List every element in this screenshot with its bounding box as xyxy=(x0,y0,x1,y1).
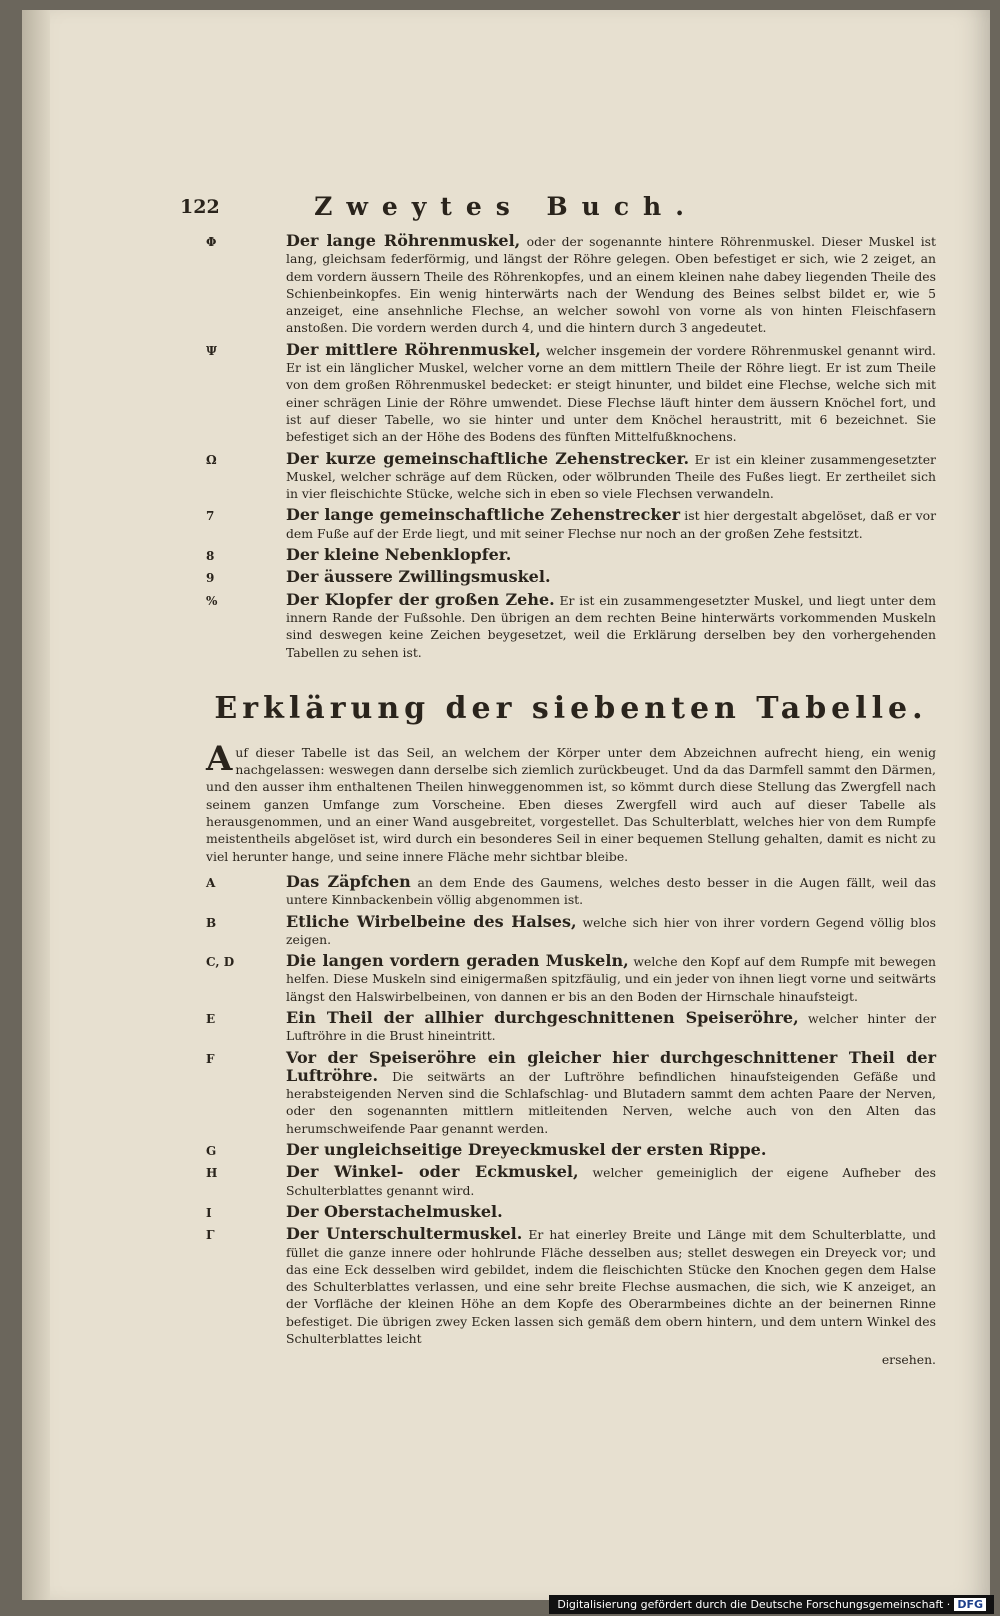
entry-text: Er ist ein zusammengesetzter Muskel, und liegt unter dem innern Rande der Fußsohle. Den übrigen an dem rechten Beine hinterwärts vorkommenden Muskeln sind deswegen keine Zeichen beygesetzet, weil die Erklärung derselben bey den vorhergehenden Tabellen zu sehen ist. xyxy=(286,592,937,660)
entry-term: Der kleine Nebenklopfer. xyxy=(286,545,512,565)
entry-row xyxy=(206,568,936,586)
entry-term: Der lange gemeinschaftliche Zehenstrecker xyxy=(286,505,681,525)
entry-text: welcher hinter der Luftröhre in die Brust hineintritt. xyxy=(286,1010,936,1044)
figure-marker: % xyxy=(206,593,218,608)
figure-marker: G xyxy=(206,1144,217,1159)
figure-marker: H xyxy=(206,1166,218,1181)
entry-term: Der lange Röhrenmuskel, xyxy=(286,231,521,250)
entry-term: Das Zäpfchen xyxy=(286,871,411,891)
entry-row xyxy=(206,450,936,503)
entry-term: Der ungleichseitige Dreyeckmuskel der ersten Rippe. xyxy=(286,1140,767,1160)
entry-text: Die seitwärts an der Luftröhre befindlichen hinaufsteigenden Gefäße und herabsteigenden Nerven sind die Schlafschlag- und Blutadern sammt dem achten Paare der Nerven, oder den sogenannten mittlern mitleitenden Nerven, welche auch von den Alten das herumschweifende Paar genannt werden. xyxy=(286,1068,936,1136)
entry-term: Vor der Speiseröhre ein gleicher hier durchgeschnittener Theil der Luftröhre. xyxy=(286,1047,936,1085)
entry-row xyxy=(206,952,936,1005)
entry-row xyxy=(206,546,936,564)
book-page xyxy=(22,10,990,1600)
entry-text: welche den Kopf auf dem Rumpfe mit bewegen helfen. Diese Muskeln sind einigermaßen spitzfäulig, und ein jeder von ihnen liegt vorne und seitwärts längst den Halswirbelbeinen, von dannen er bis an den Boden der Hirnschale hinaufsteigt. xyxy=(286,954,937,1004)
running-title: Zweytes Buch. xyxy=(314,192,698,221)
page-number: 122 xyxy=(180,196,220,218)
entry-text: welcher gemeiniglich der eigene Aufheber des Schulterblattes genannt wird. xyxy=(286,1165,936,1198)
page-body xyxy=(206,232,936,1369)
entry-term: Ein Theil der allhier durchgeschnittenen Speiseröhre, xyxy=(286,1007,799,1027)
entry-term: Der kurze gemeinschaftliche Zehenstrecker. xyxy=(286,448,690,468)
entry-text: oder der sogenannte hintere Röhrenmuskel. Dieser Muskel ist lang, gleichsam federförmig, und längst der Röhre gelegen. Oben befestiget er sich, wie 2 zeiget, an dem vordern äussern Theile des Röhrenkopfes, und an einem kleinen nahe dabey liegenden Theile des Schienbeinkopfes. Ein wenig hinterwärts nach der Wendung des Beines selbst bildet er, wie 5 anzeiget, eine ansehnliche Flechse, an welcher sowohl von vorne als von hinten Fleischfasern anstoßen. Die vordern werden durch 4, und die hintern durch 3 angedeutet. xyxy=(286,234,936,336)
drop-capital: A xyxy=(206,738,233,779)
dfg-logo: DFG xyxy=(954,1598,986,1611)
entry-term: Der Winkel- oder Eckmuskel, xyxy=(286,1162,579,1182)
muscle-list-b xyxy=(206,873,936,1347)
figure-marker: Φ xyxy=(206,235,217,249)
entry-term: Der äussere Zwillingsmuskel. xyxy=(286,567,551,587)
entry-term: Der mittlere Röhrenmuskel, xyxy=(286,339,541,359)
muscle-list-a xyxy=(206,232,936,661)
credit-text: Digitalisierung gefördert durch die Deutsche Forschungsgemeinschaft · xyxy=(557,1598,951,1611)
entry-row xyxy=(206,1009,936,1045)
entry-row xyxy=(206,1163,936,1199)
page-gutter xyxy=(22,10,50,1600)
entry-term: Etliche Wirbelbeine des Halses, xyxy=(286,911,577,931)
entry-row xyxy=(206,232,936,337)
figure-marker: 9 xyxy=(206,571,215,586)
entry-row xyxy=(206,913,936,949)
entry-term: Die langen vordern geraden Muskeln, xyxy=(286,951,629,971)
figure-marker: F xyxy=(206,1051,215,1066)
figure-marker: Γ xyxy=(206,1228,215,1243)
entry-row xyxy=(206,506,936,542)
entry-text: Er ist ein kleiner zusammengesetzter Muskel, welcher schräge auf dem Rücken, oder wölbrunden Theile des Fußes liegt. Er zertheilet sich in vier fleischichte Stücke, welche sich in eben so viele Flechsen verwandeln. xyxy=(286,451,936,502)
entry-text: welche sich hier von ihrer vordern Gegend völlig blos zeigen. xyxy=(286,914,937,947)
entry-term: Der Klopfer der großen Zehe. xyxy=(286,589,555,609)
figure-marker: B xyxy=(206,915,217,930)
section-title: Erklärung der siebenten Tabelle. xyxy=(214,690,928,726)
dfg-credit-banner xyxy=(549,1595,994,1614)
figure-marker: E xyxy=(206,1011,216,1026)
figure-marker: A xyxy=(206,875,216,890)
entry-row xyxy=(206,1203,936,1221)
entry-row xyxy=(206,1225,936,1347)
entry-row xyxy=(206,341,936,446)
entry-term: Der Unterschultermuskel. xyxy=(286,1224,523,1244)
entry-text: ist hier dergestalt abgelöset, daß er vor dem Fuße auf der Erde liegt, und mit seiner Flechse nur noch an der großen Zehe festsitzt. xyxy=(286,508,936,541)
figure-marker: 8 xyxy=(206,549,215,564)
figure-marker: Ψ xyxy=(206,343,217,358)
entry-row xyxy=(206,873,936,909)
figure-marker: I xyxy=(206,1205,212,1220)
figure-marker: Ω xyxy=(206,452,217,467)
entry-row xyxy=(206,591,936,661)
figure-marker: 7 xyxy=(206,509,215,524)
entry-row xyxy=(206,1141,936,1159)
entry-row xyxy=(206,1049,936,1137)
entry-text: welcher insgemein der vordere Röhrenmuskel genannt wird. Er ist ein länglicher Muskel, welcher vorne an dem mittlern Theile der Röhre liegt. Er ist zum Theile von dem großen Röhrenmuskel bedecket: er steigt hinunter, und bildet eine Flechse, welche sich mit einer schrägen Linie der Röhre umwendet. Diese Flechse läuft hinter dem äussern Knöchel fort, und ist auf dieser Tabelle, wo sie hinter und unter dem Knöchel heraustritt, mit 6 bezeichnet. Sie befestiget sich an der Höhe des Bodens des fünften Mittelfußknochens. xyxy=(286,342,936,445)
intro-paragraph xyxy=(206,738,936,865)
catchword: ersehen. xyxy=(881,1352,936,1368)
intro-text: uf dieser Tabelle ist das Seil, an welchem der Körper unter dem Abzeichnen aufrecht hieng, ein wenig nachgelassen: weswegen dann derselbe sich ziemlich zurückbeuget. Und da das Darmfell sammt den Därmen, und den ausser ihm enthaltenen Theilen hinweggenommen ist, so kömmt durch diese Stellung das Zwergfell nach seinem ganzen Umfange zum Vorscheine. Eben dieses Zwergfell wird auch auf dieser Tabelle als herausgenommen, und an einer Wand ausgebreitet, vorgestellet. Das Schulterblatt, welches hier von dem Rumpfe meistentheils abgelöset ist, wird durch ein besonderes Seil in einer bequemen Stellung gehalten, damit es nicht zu viel herunter hange, und seine innere Fläche mehr sichtbar bleibe. xyxy=(206,744,936,864)
entry-term: Der Oberstachelmuskel. xyxy=(286,1201,503,1221)
entry-text: an dem Ende des Gaumens, welches desto besser in die Augen fällt, weil das untere Kinnbackenbein völlig abgenommen ist. xyxy=(286,874,936,908)
entry-text: Er hat einerley Breite und Länge mit dem Schulterblatte, und füllet die ganze innere oder hohlrunde Fläche desselben aus; stellet deswegen ein Dreyeck vor; und das eine Eck desselben wird gebildet, indem die fleischichten Stücke den Knochen gegen dem Halse des Schulterblattes verlassen, und eine sehr breite Flechse ausmachen, die sich, wie K anzeiget, an der Vorfläche der kleinen Höhe an dem Kopfe des Oberarmbeines dichte an der beinernen Rinne befestiget. Die übrigen zwey Ecken lassen sich gemäß dem obern hintern, und dem untern Winkel des Schulterblattes leicht xyxy=(286,1227,936,1347)
figure-marker: C, D xyxy=(206,955,235,970)
